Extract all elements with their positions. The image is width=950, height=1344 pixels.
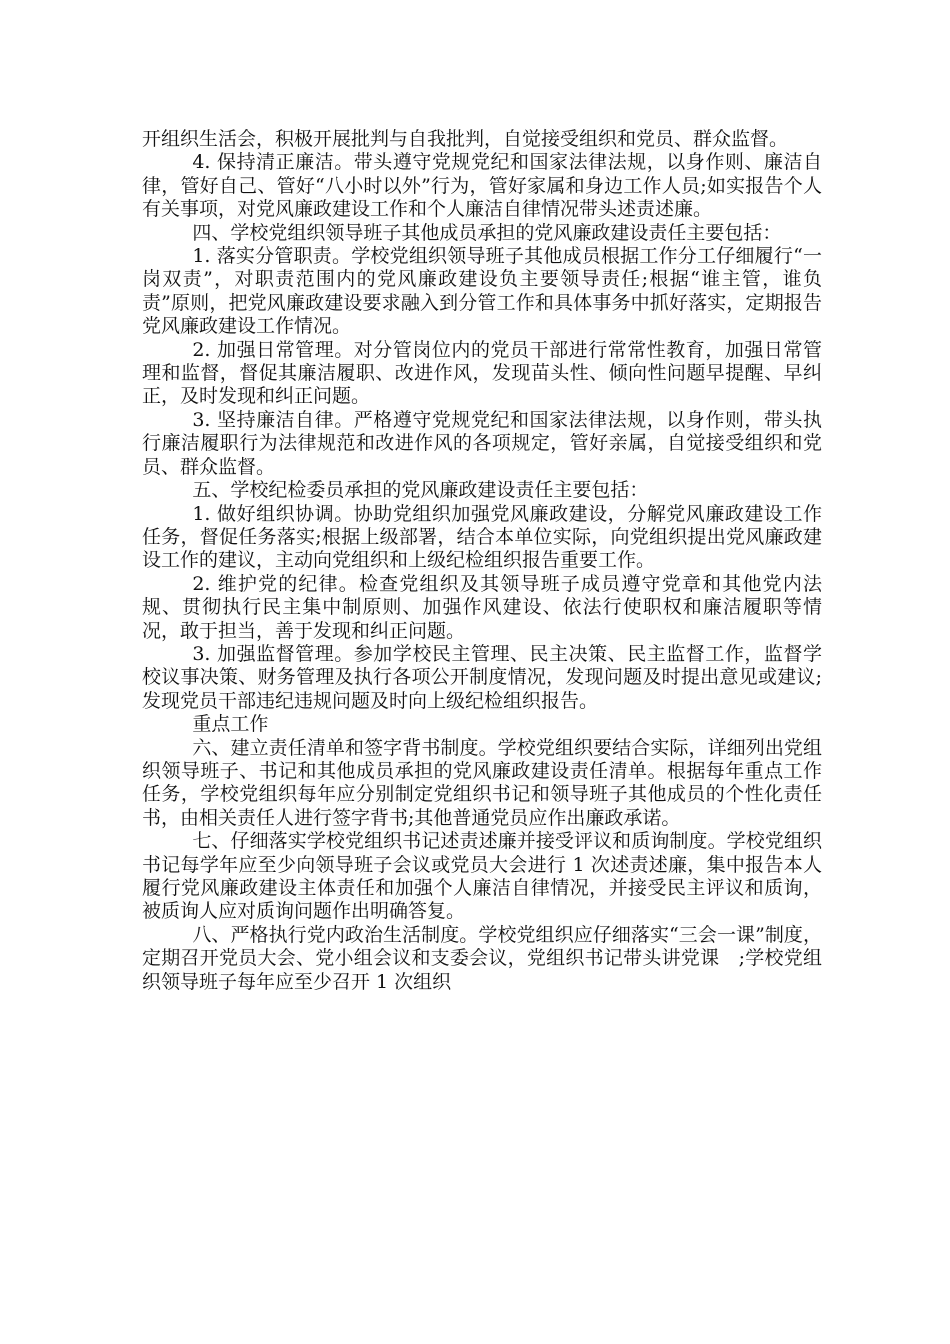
paragraph-13: 七、仔细落实学校党组织书记述责述廉并接受评议和质询制度。学校党组织书记每学年应至少向领导班子会议或党员大会进行 1 次述责述廉，集中报告本人履行党风廉政建设主体责任和加强个人廉洁自律情况，并接受民主评议和质询，被质询人应对质询问题作出明确答复。: [142, 830, 822, 923]
paragraph-14: 八、严格执行党内政治生活制度。学校党组织应仔细落实“三会一课”制度，定期召开党员大会、党小组会议和支委会议，党组织书记带头讲党课 ;学校党组织领导班子每年应至少召开 1 次组织: [142, 923, 822, 993]
section-heading-4: 四、学校党组织领导班子其他成员承担的党风廉政建设责任主要包括：: [192, 221, 782, 244]
paragraph-8: 1. 做好组织协调。协助党组织加强党风廉政建设，分解党风廉政建设工作任务，督促任务落实;根据上级部署，结合本单位实际，向党组织提出党风廉政建设工作的建议，主动向党组织和上级纪检组织报告重要工作。: [142, 502, 822, 572]
paragraph-5: 2. 加强日常管理。对分管岗位内的党员干部进行常常性教育，加强日常管理和监督，督促其廉洁履职、改进作风，发现苗头性、倾向性问题早提醒、早纠正，及时发现和纠正问题。: [142, 338, 822, 408]
section-heading-5: 五、学校纪检委员承担的党风廉政建设责任主要包括：: [192, 479, 649, 502]
paragraph-10: 3. 加强监督管理。参加学校民主管理、民主决策、民主监督工作，监督学校议事决策、财务管理及执行各项公开制度情况，发现问题及时提出意见或建议;发现党员干部违纪违规问题及时向上级纪检组织报告。: [142, 642, 822, 712]
paragraph-1: 开组织生活会，积极开展批判与自我批判，自觉接受组织和党员、群众监督。: [142, 128, 789, 150]
paragraph-2: 4. 保持清正廉洁。带头遵守党规党纪和国家法律法规，以身作则、廉洁自律，管好自己、管好“八小时以外”行为，管好家属和身边工作人员;如实报告个人有关事项，对党风廉政建设工作和个人廉洁自律情况带头述责述廉。: [142, 151, 822, 221]
paragraph-12: 六、建立责任清单和签字背书制度。学校党组织要结合实际，详细列出党组织领导班子、书记和其他成员承担的党风廉政建设责任清单。根据每年重点工作任务，学校党组织每年应分别制定党组织书记和领导班子其他成员的个性化责任书，由相关责任人进行签字背书;其他普通党员应作出廉政承诺。: [142, 736, 822, 829]
paragraph-6: 3. 坚持廉洁自律。严格遵守党规党纪和国家法律法规，以身作则，带头执行廉洁履职行为法律规范和改进作风的各项规定，管好亲属，自觉接受组织和党员、群众监督。: [142, 408, 822, 478]
key-work-heading: 重点工作: [192, 713, 269, 736]
paragraph-9: 2. 维护党的纪律。检查党组织及其领导班子成员遵守党章和其他党内法规、贯彻执行民主集中制原则、加强作风建设、依法行使职权和廉洁履职等情况，敢于担当，善于发现和纠正问题。: [142, 572, 822, 642]
paragraph-4: 1. 落实分管职责。学校党组织领导班子其他成员根据工作分工仔细履行“一岗双责”，对职责范围内的党风廉政建设负主要领导责任;根据“谁主管，谁负责”原则，把党风廉政建设要求融入到分管工作和具体事务中抓好落实，定期报告党风廉政建设工作情况。: [142, 245, 822, 338]
document-page: [142, 128, 822, 994]
